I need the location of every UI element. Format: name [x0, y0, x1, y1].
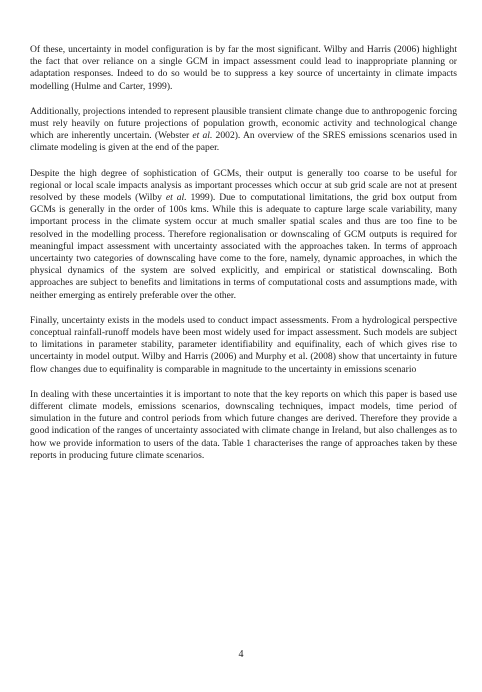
- paragraph-5: [30, 389, 457, 462]
- paragraph-3-text-a: Despite the high degree of sophistication of GCMs, their output is generally too coarse to be useful for regional or local scale impacts analysis as important processes which occur at sub grid scale are not at present resolved by these models (Wilby: [30, 167, 457, 204]
- paragraph-1: [30, 44, 457, 93]
- paragraph-5-text: In dealing with these uncertainties it is important to note that the key reports on which this paper is based use different climate models, emissions scenarios, downscaling techniques, impact models, time period of simulation in the future and control periods from which future changes are derived. Therefore they provide a good indication of the ranges of uncertainty associated with climate change in Ireland, but also challenges as to how we provide information to users of the data. Table 1 characterises the range of approaches taken by these reports in producing future climate scenarios.: [30, 388, 457, 461]
- paragraph-4-text: Finally, uncertainty exists in the models used to conduct impact assessments. From a hydrological perspective conceptual rainfall-runoff models have been most widely used for impact assessment. Such models are subject to limitations in parameter stability, parameter identifiability and equifinality, each of which gives rise to uncertainty in model output. Wilby and Harris (2006) and Murphy et al. (2008) show that uncertainty in future flow changes due to equifinality is comparable in magnitude to the uncertainty in emissions scenario: [30, 314, 457, 375]
- paragraph-4: [30, 315, 457, 376]
- paragraph-1-text: Of these, uncertainty in model configuration is by far the most significant. Wilby and Harris (2006) highlight the fact that over reliance on a single GCM in impact assessment could lead to inappropriate planning or adaptation responses. Indeed to do so would be to suppress a key source of uncertainty in climate impacts modelling (Hulme and Carter, 1999).: [30, 44, 457, 92]
- page-number: 4: [238, 649, 244, 660]
- paragraph-2-text-a: Additionally, projections intended to represent plausible transient climate change due to anthropogenic forcing must rely heavily on future projections of population growth, economic activity and technological change which are inherently uncertain. (Webster: [30, 105, 457, 142]
- page-body: [30, 44, 457, 475]
- citation-et-al: et al.: [192, 130, 213, 142]
- paragraph-2: [30, 106, 457, 155]
- citation-et-al: et al.: [165, 192, 187, 204]
- paragraph-3: [30, 168, 457, 302]
- paragraph-3-text-b: 1999). Due to computational limitations, the grid box output from GCMs is generally in the order of 100s kms. While this is adequate to capture large scale variability, many important process in the climate system occur at much smaller spatial scales and thus are too fine to be resolved in the modelling process. Therefore regionalisation or downscaling of GCM outputs is required for meaningful impact assessment with uncertainty associated with the approaches taken. In terms of approach uncertainty two categories of downscaling have come to the fore, namely, dynamic approaches, in which the physical dynamics of the system are solved explicitly, and empirical or statistical downscaling. Both approaches are subject to benefits and limitations in terms of computational costs and assumptions made, with neither emerging as entirely preferable over the other.: [30, 192, 458, 301]
- paragraph-2-text-b: 2002). An overview of the SRES emissions scenarios used in climate modeling is given at the end of the paper.: [30, 130, 458, 154]
